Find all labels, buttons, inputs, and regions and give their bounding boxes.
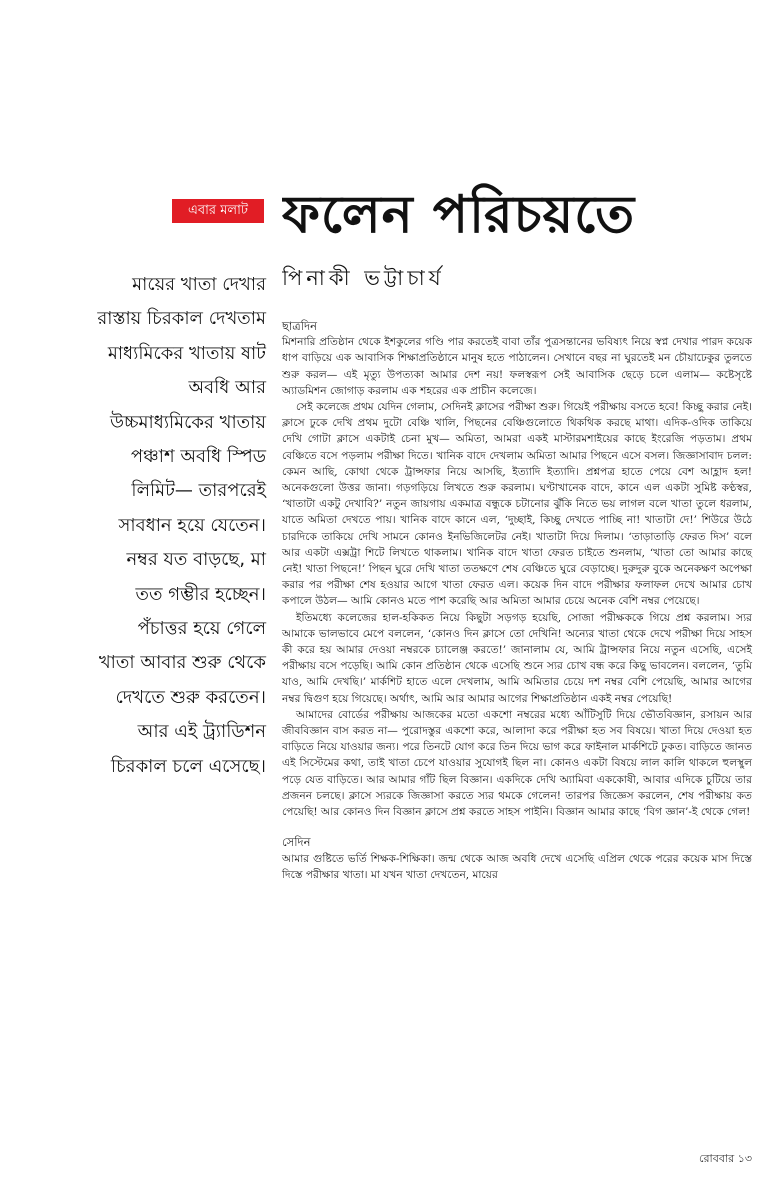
body-paragraph: ইতিমধ্যে কলেজের হাল-হকিকত নিয়ে কিছুটা সড়গড় হয়েছি, সোজা পরীক্ষককে গিয়ে প্রশ্ন করলাম। স্যর আমাকে ভালভাবে মেপে বললেন, ‘কোনও দিন ক্লাসে তো দেখিনি! অন্যের খাতা থেকে দেখে পরীক্ষা দিয়ে সাহস কী করে হয় আমার দেওয়া নম্বরকে চ্যালেঞ্জ করতে!’ জানালাম যে, আমি ট্রান্সফার নিয়ে নতুন এসেছি, এসেই পরীক্ষায় বসে পড়েছি। আমি কোন প্রতিষ্ঠান থেকে এসেছি শুনে স্যর চোখ বন্ধ করে কিছু ভাবলেন। বললেন, ‘তুমি যাও, আমি দেখছি।’ মার্কশিট হাতে এলে দেখলাম, আমি অমিতার চেয়ে দশ নম্বর বেশি পেয়েছি, আমার আগের নম্বর দ্বিগুণ হয়ে গিয়েছে। অর্থাৎ, আমি আর আমার আগের শিক্ষাপ্রতিষ্ঠান একই নম্বর পেয়েছি! bbox=[282, 611, 752, 705]
pull-quote-line: পঁচাত্তর হয়ে গেলে bbox=[137, 618, 266, 640]
section-heading: সেদিন bbox=[282, 835, 311, 850]
pull-quote-line: চিরকাল চলে এসেছে। bbox=[110, 755, 266, 777]
pull-quote bbox=[62, 268, 266, 784]
pull-quote-line: নম্বর যত বাড়ছে, মা bbox=[126, 549, 266, 571]
pull-quote-line: অবধি আর bbox=[188, 377, 266, 399]
article-body bbox=[282, 318, 752, 883]
pull-quote-line: তত গম্ভীর হচ্ছেন। bbox=[135, 583, 266, 605]
byline: পিনাকী ভট্টাচার্য bbox=[282, 266, 445, 290]
pull-quote-line: খাতা আবার শুরু থেকে bbox=[98, 652, 266, 674]
pull-quote-line: আর এই ট্র্যাডিশন bbox=[137, 721, 266, 743]
headline: ফলেন পরিচয়তে bbox=[282, 185, 636, 245]
pull-quote-line: পঞ্চাশ অবধি স্পিড bbox=[130, 446, 266, 468]
pull-quote-line: লিমিট— তারপরেই bbox=[131, 480, 266, 502]
page-footer: রোববার ১৩ bbox=[699, 1152, 752, 1165]
body-paragraph: আমাদের বোর্ডের পরীক্ষায় আজকের মতো একশো নম্বরের মধ্যে আঁটিসুটি দিয়ে ভৌতবিজ্ঞান, রসায়ন আর জীববিজ্ঞান বাস করত না— পুরোদস্তুর একশো করে, আলাদা করে পরীক্ষা হত সব বিষয়ে। খাতা দিয়ে দেওয়া হত বাড়িতে নিয়ে যাওয়ার জন্য। পরে তিনটে যোগ করে তিন দিয়ে ভাগ করে ফাইনাল মার্কশিটে ঢুকত। বাড়িতে জানত এই সিস্টেমের কথা, তাই খাতা চেপে যাওয়ার সুযোগই ছিল না। কোনও একটা বিষয়ে লাল কালি থাকলে হুলস্থুল পড়ে যেত বাড়িতে। আর আমার গাঁট ছিল বিজ্ঞান। একদিকে দেখি অ্যামিবা এককোষী, আবার এদিকে চুটিয়ে তার প্রজনন চলছে। ক্লাসে স্যরকে জিজ্ঞাসা করতে স্যর থমকে গেলেন! তারপর জিজ্ঞেস করলেন, শেষ পরীক্ষায় কত পেয়েছি! আর কোনও দিন বিজ্ঞান ক্লাসে প্রশ্ন করতে সাহস পাইনি। বিজ্ঞান আমার কাছে ‘বিগ জ্ঞান’-ই থেকে গেল! bbox=[282, 708, 752, 819]
body-paragraph: মিশনারি প্রতিষ্ঠান থেকে ইশকুলের গণ্ডি পার করতেই বাবা তাঁর পুত্রসন্তানের ভবিষ্যৎ নিয়ে স্বপ্ন দেখার পারদ কয়েক ধাপ বাড়িয়ে এক আবাসিক শিক্ষাপ্রতিষ্ঠানে মানুষ হতে পাঠালেন। সেখানে বছর না ঘুরতেই মন চৌয়াঢেকুর তুলতে শুরু করল— এই মৃত্যু উপত্যকা আমার দেশ নয়! ফলস্বরূপ সেই আবাসিক ছেড়ে চলে এলাম— কষ্টেসৃষ্টে অ্যাডমিশন জোগাড় করলাম এক শহরের এক প্রাচীন কলেজে। bbox=[282, 336, 752, 397]
body-paragraph: আমার গুষ্টিতে ভর্তি শিক্ষক-শিক্ষিকা। জন্ম থেকে আজ অবধি দেখে এসেছি এপ্রিল থেকে পরের কয়েক মাস দিস্তে দিস্তে পরীক্ষার খাতা। মা যখন খাতা দেখতেন, মায়ের bbox=[282, 852, 752, 881]
pull-quote-line: দেখতে শুরু করতেন। bbox=[115, 686, 266, 708]
pull-quote-line: মাধ্যমিকের খাতায় ষাট bbox=[107, 342, 266, 364]
pull-quote-line: রাস্তায় চিরকাল দেখতাম bbox=[97, 308, 266, 330]
section-heading: ছাত্রদিন bbox=[282, 319, 317, 333]
section-spacer bbox=[282, 820, 752, 834]
body-paragraph: সেই কলেজে প্রথম যেদিন গেলাম, সেদিনই ক্লাসের পরীক্ষা শুরু। গিয়েই পরীক্ষায় বসতে হবে! কিচ্ছু করার নেই। ক্লাসে ঢুকে দেখি প্রথম দুটো বেঞ্চি খালি, পিছনের বেঞ্চিগুলোতে থিকথিক করছে মাথা। এদিক-ওদিক তাকিয়ে দেখি গোটা ক্লাসে একটাই চেনা মুখ— অমিতা, আমরা একই মাস্টারমশাইয়ের কাছে ইংরেজি পড়তাম। প্রথম বেঞ্চিতে বসে পড়লাম পরীক্ষা দিতে। খানিক বাদে দেখলাম অমিতা আমার পিছনে এসে বসল। জিজ্ঞাসাবাদ চলল: কেমন আছি, কোথা থেকে ট্রান্সফার নিয়ে আসছি, ইত্যাদি ইত্যাদি। প্রশ্নপত্র হাতে পেয়ে বেশ আহ্লাদ হল! অনেকগুলো উত্তর জানা। গড়গড়িয়ে লিখতে শুরু করলাম। ঘণ্টাখানেক বাদে, কানে এল একটা সুমিষ্ট কণ্ঠস্বর, ‘খাতাটা একটু দেখাবি?’ নতুন জায়গায় একমাত্র বন্ধুকে চটানোর ঝুঁকি নিতে ভয় লাগল বলে খাতা তুলে ধরলাম, যাতে অমিতা দেখতে পায়। খানিক বাদে কানে এল, ‘দুচ্ছাই, কিচ্ছু দেখতে পাচ্ছি না! খাতাটা দে!’ শিউরে উঠে চারদিকে তাকিয়ে দেখি সামনে কোনও ইনভিজিলেটর নেই। খাতাটা দিয়ে দিলাম। ‘তাড়াতাড়ি ফেরত দিস’ বলে আর একটা এক্সট্রা শিটে লিখতে থাকলাম। খানিক বাদে খাতা ফেরত চাইতে শুনলাম, ‘খাতা তো আমার কাছে নেই! খাতা পিছনে!’ পিছন ঘুরে দেখি খাতা ততক্ষণে শেষ বেঞ্চিতে ঘুরে বেড়াচ্ছে। দুরুদুরু বুকে অনেকক্ষণ অপেক্ষা করার পর পরীক্ষা শেষ হওয়ার আগে খাতা ফেরত এল। কয়েক দিন বাদে পরীক্ষার ফলাফল দেখে আমার চোখ কপালে উঠল— আমি কোনও মতে পাশ করেছি আর অমিতা আমার চেয়ে অনেক বেশি নম্বর পেয়েছে। bbox=[282, 401, 752, 608]
pull-quote-line: মায়ের খাতা দেখার bbox=[132, 274, 266, 295]
pull-quote-line: সাবধান হয়ে যেতেন। bbox=[118, 514, 266, 536]
pull-quote-line: উচ্চমাধ্যমিকের খাতায় bbox=[110, 411, 266, 433]
section-tag: এবার মলাট bbox=[172, 199, 264, 223]
